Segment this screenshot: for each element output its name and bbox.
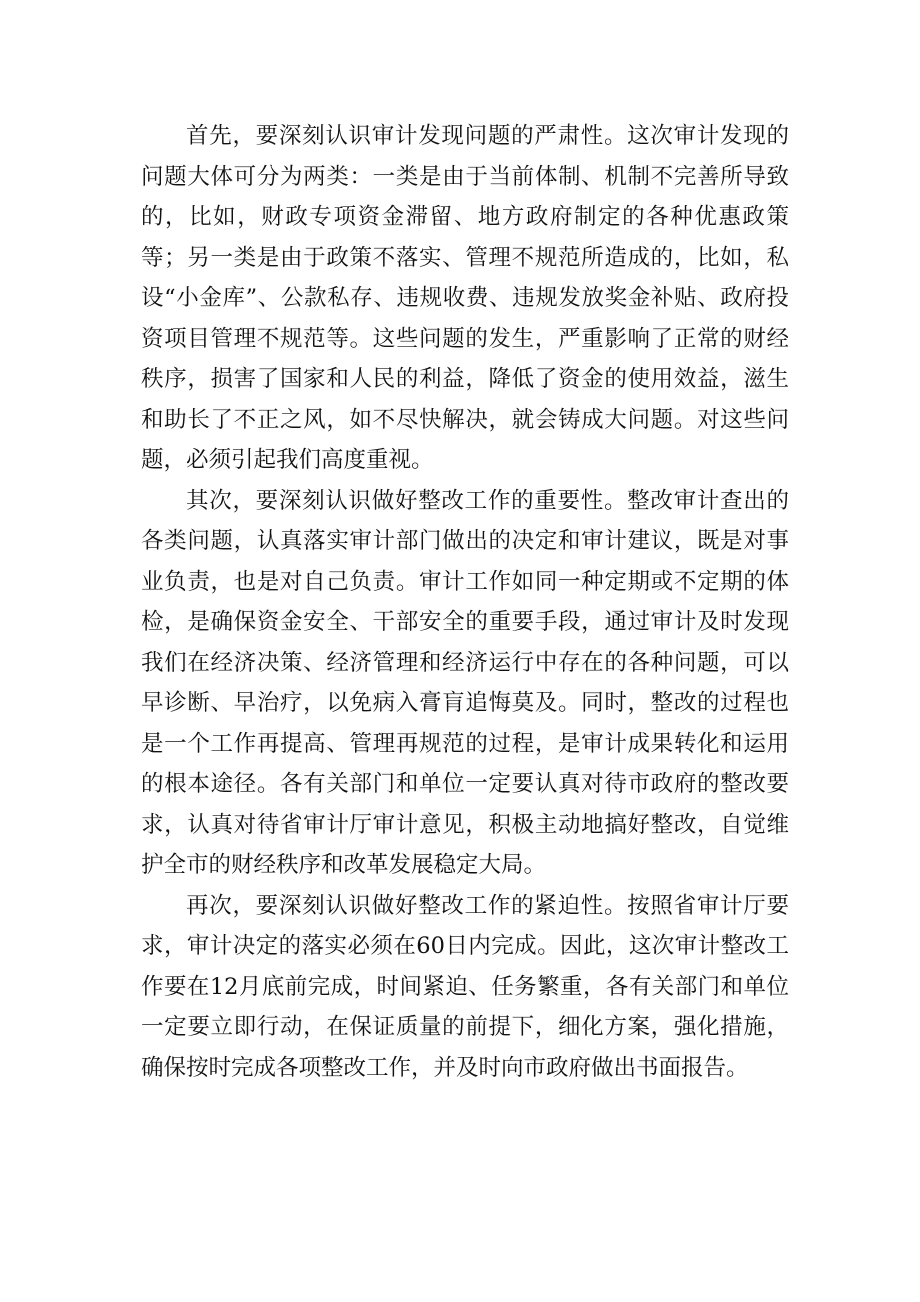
paragraph-third: 再次，要深刻认识做好整改工作的紧迫性。按照省审计厅要求，审计决定的落实必须在60日内完成。因此，这次审计整改工作要在12月底前完成，时间紧迫、任务繁重，各有关部门和单位一定要立即行动，在保证质量的前提下，细化方案，强化措施，确保按时完成各项整改工作，并及时向市政府做出书面报告。 (141, 892, 789, 1081)
document-body (141, 116, 789, 1088)
paragraph-first: 首先，要深刻认识审计发现问题的严肃性。这次审计发现的问题大体可分为两类：一类是由于当前体制、机制不完善所导致的，比如，财政专项资金滞留、地方政府制定的各种优惠政策等；另一类是由于政策不落实、管理不规范所造成的，比如，私设“小金库”、公款私存、违规收费、违规发放奖金补贴、政府投资项目管理不规范等。这些问题的发生，严重影响了正常的财经秩序，损害了国家和人民的利益，降低了资金的使用效益，滋生和助长了不正之风，如不尽快解决，就会铸成大问题。对这些问题，必须引起我们高度重视。 (141, 123, 789, 473)
paragraph-second: 其次，要深刻认识做好整改工作的重要性。整改审计查出的各类问题，认真落实审计部门做出的决定和审计建议，既是对事业负责，也是对自己负责。审计工作如同一种定期或不定期的体检，是确保资金安全、干部安全的重要手段，通过审计及时发现我们在经济决策、经济管理和经济运行中存在的各种问题，可以早诊断、早治疗，以免病入膏肓追悔莫及。同时，整改的过程也是一个工作再提高、管理再规范的过程，是审计成果转化和运用的根本途径。各有关部门和单位一定要认真对待市政府的整改要求，认真对待省审计厅审计意见，积极主动地搞好整改，自觉维护全市的财经秩序和改革发展稳定大局。 (141, 487, 789, 878)
